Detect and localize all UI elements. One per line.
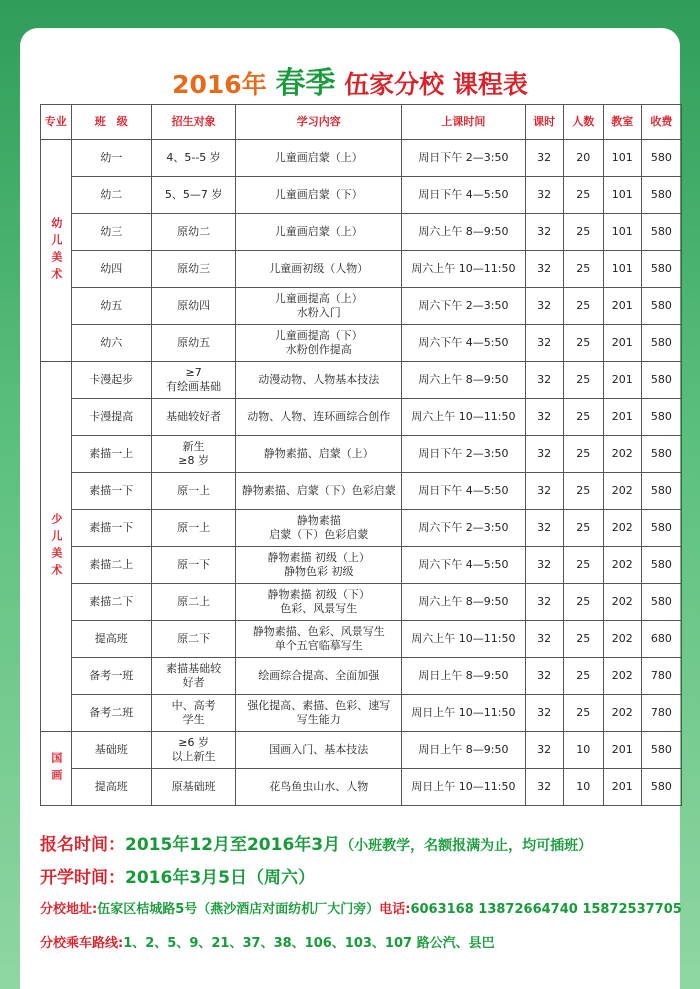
cell-hours: 32 bbox=[525, 177, 563, 214]
cell-time: 周日上午 10—11:50 bbox=[402, 695, 526, 732]
cell-hours: 32 bbox=[525, 621, 563, 658]
cell-time: 周六上午 10—11:50 bbox=[402, 621, 526, 658]
cell-time: 周日上午 8—9:50 bbox=[402, 732, 526, 769]
title-suffix: 课程表 bbox=[452, 70, 528, 99]
cell-target: 中、高考 学生 bbox=[151, 695, 235, 732]
table-row bbox=[41, 547, 682, 584]
cell-room: 201 bbox=[603, 288, 641, 325]
cell-hours: 32 bbox=[525, 695, 563, 732]
cell-fee: 580 bbox=[641, 732, 681, 769]
cell-room: 202 bbox=[603, 584, 641, 621]
cell-size: 25 bbox=[563, 584, 603, 621]
registration-label: 报名时间： bbox=[40, 835, 125, 855]
table-row bbox=[41, 140, 682, 177]
start-value: 2016年3月5日（周六） bbox=[125, 868, 315, 888]
bus-label: 分校乘车路线: bbox=[40, 936, 124, 951]
cell-time: 周日上午 8—9:50 bbox=[402, 658, 526, 695]
cell-room: 201 bbox=[603, 325, 641, 362]
cell-target: 原二下 bbox=[151, 621, 235, 658]
cell-content: 动漫动物、人物基本技法 bbox=[236, 362, 402, 399]
cell-cls: 素描一下 bbox=[71, 473, 151, 510]
cell-content: 绘画综合提高、全面加强 bbox=[236, 658, 402, 695]
cell-target: 原幼五 bbox=[151, 325, 235, 362]
cell-target: 新生 ≥8 岁 bbox=[151, 436, 235, 473]
header-fee: 收费 bbox=[641, 105, 681, 140]
cell-target: 原基础班 bbox=[151, 769, 235, 806]
cell-size: 25 bbox=[563, 473, 603, 510]
phone-value: 6063168 13872664740 15872537705 bbox=[410, 902, 682, 917]
cell-hours: 32 bbox=[525, 362, 563, 399]
header-target: 招生对象 bbox=[151, 105, 235, 140]
cell-size: 20 bbox=[563, 140, 603, 177]
cell-fee: 580 bbox=[641, 177, 681, 214]
cell-content: 静物素描、色彩、风景写生 单个五官临摹写生 bbox=[236, 621, 402, 658]
cell-room: 202 bbox=[603, 547, 641, 584]
cell-size: 25 bbox=[563, 621, 603, 658]
cell-room: 101 bbox=[603, 214, 641, 251]
cell-room: 101 bbox=[603, 251, 641, 288]
cell-target: 原幼二 bbox=[151, 214, 235, 251]
header-size: 人数 bbox=[563, 105, 603, 140]
table-row bbox=[41, 362, 682, 399]
cell-size: 10 bbox=[563, 732, 603, 769]
cell-size: 25 bbox=[563, 288, 603, 325]
cell-fee: 580 bbox=[641, 251, 681, 288]
course-table bbox=[40, 104, 682, 806]
cell-time: 周日下午 2—3:50 bbox=[402, 140, 526, 177]
cell-target: ≥6 岁 以上新生 bbox=[151, 732, 235, 769]
cell-target: 4、5--5 岁 bbox=[151, 140, 235, 177]
cell-fee: 780 bbox=[641, 658, 681, 695]
page-title bbox=[20, 58, 680, 102]
cell-time: 周日下午 4—5:50 bbox=[402, 177, 526, 214]
address-label: 分校地址: bbox=[40, 902, 98, 917]
table-row bbox=[41, 214, 682, 251]
cell-content: 儿童画启蒙（上） bbox=[236, 140, 402, 177]
cell-cls: 素描一上 bbox=[71, 436, 151, 473]
cell-room: 202 bbox=[603, 621, 641, 658]
cell-hours: 32 bbox=[525, 251, 563, 288]
cell-hours: 32 bbox=[525, 658, 563, 695]
table-row bbox=[41, 621, 682, 658]
cell-cls: 卡漫起步 bbox=[71, 362, 151, 399]
cell-room: 202 bbox=[603, 436, 641, 473]
cell-fee: 580 bbox=[641, 140, 681, 177]
category-cell: 国画 bbox=[41, 732, 72, 806]
cell-content: 静物素描、启蒙（上） bbox=[236, 436, 402, 473]
header-time: 上课时间 bbox=[402, 105, 526, 140]
cell-cls: 卡漫提高 bbox=[71, 399, 151, 436]
cell-fee: 780 bbox=[641, 695, 681, 732]
title-season: 春季 bbox=[275, 66, 336, 101]
cell-content: 儿童画启蒙（上） bbox=[236, 214, 402, 251]
table-row bbox=[41, 436, 682, 473]
cell-room: 202 bbox=[603, 695, 641, 732]
cell-time: 周六下午 4—5:50 bbox=[402, 547, 526, 584]
bus-value: 1、2、5、9、21、37、38、106、103、107 路公汽、县巴 bbox=[123, 936, 495, 951]
cell-hours: 32 bbox=[525, 325, 563, 362]
registration-value: 2015年12月至2016年3月 bbox=[125, 835, 341, 855]
cell-fee: 580 bbox=[641, 362, 681, 399]
cell-fee: 580 bbox=[641, 325, 681, 362]
cell-time: 周六下午 2—3:50 bbox=[402, 288, 526, 325]
cell-size: 25 bbox=[563, 325, 603, 362]
cell-size: 25 bbox=[563, 547, 603, 584]
table-row bbox=[41, 473, 682, 510]
header-major: 专业 bbox=[41, 105, 72, 140]
cell-room: 202 bbox=[603, 510, 641, 547]
cell-time: 周六上午 8—9:50 bbox=[402, 584, 526, 621]
cell-cls: 提高班 bbox=[71, 621, 151, 658]
cell-cls: 幼五 bbox=[71, 288, 151, 325]
cell-fee: 580 bbox=[641, 436, 681, 473]
cell-content: 国画入门、基本技法 bbox=[236, 732, 402, 769]
cell-size: 25 bbox=[563, 436, 603, 473]
cell-content: 动物、人物、连环画综合创作 bbox=[236, 399, 402, 436]
start-label: 开学时间： bbox=[40, 868, 125, 888]
header-content: 学习内容 bbox=[236, 105, 402, 140]
cell-hours: 32 bbox=[525, 547, 563, 584]
cell-target: 原二上 bbox=[151, 584, 235, 621]
address-line bbox=[40, 898, 682, 917]
title-branch: 伍家分校 bbox=[344, 70, 445, 99]
cell-target: 原一上 bbox=[151, 473, 235, 510]
cell-fee: 580 bbox=[641, 288, 681, 325]
cell-target: 素描基础较 好者 bbox=[151, 658, 235, 695]
cell-room: 101 bbox=[603, 140, 641, 177]
header-room: 教室 bbox=[603, 105, 641, 140]
cell-target: 原一上 bbox=[151, 510, 235, 547]
table-row bbox=[41, 399, 682, 436]
cell-size: 25 bbox=[563, 177, 603, 214]
table-header-row bbox=[41, 105, 682, 140]
schedule-card bbox=[20, 28, 680, 989]
cell-hours: 32 bbox=[525, 473, 563, 510]
cell-size: 25 bbox=[563, 362, 603, 399]
cell-content: 儿童画提高（下） 水粉创作提高 bbox=[236, 325, 402, 362]
cell-fee: 580 bbox=[641, 547, 681, 584]
cell-content: 静物素描 初级（上） 静物色彩 初级 bbox=[236, 547, 402, 584]
cell-fee: 580 bbox=[641, 214, 681, 251]
cell-room: 201 bbox=[603, 732, 641, 769]
cell-target: 基础较好者 bbox=[151, 399, 235, 436]
phone-label: 电话: bbox=[379, 902, 411, 917]
table-row bbox=[41, 695, 682, 732]
cell-cls: 素描一下 bbox=[71, 510, 151, 547]
cell-time: 周日下午 2—3:50 bbox=[402, 436, 526, 473]
cell-cls: 素描二下 bbox=[71, 584, 151, 621]
cell-target: 原幼三 bbox=[151, 251, 235, 288]
cell-size: 25 bbox=[563, 695, 603, 732]
cell-time: 周六下午 4—5:50 bbox=[402, 325, 526, 362]
table-row bbox=[41, 325, 682, 362]
cell-hours: 32 bbox=[525, 510, 563, 547]
cell-size: 25 bbox=[563, 214, 603, 251]
table-row bbox=[41, 584, 682, 621]
cell-hours: 32 bbox=[525, 288, 563, 325]
cell-time: 周六上午 8—9:50 bbox=[402, 362, 526, 399]
cell-cls: 素描二上 bbox=[71, 547, 151, 584]
cell-size: 25 bbox=[563, 510, 603, 547]
table-row bbox=[41, 769, 682, 806]
cell-time: 周六上午 10—11:50 bbox=[402, 251, 526, 288]
cell-size: 25 bbox=[563, 251, 603, 288]
cell-fee: 580 bbox=[641, 399, 681, 436]
cell-target: 5、5—7 岁 bbox=[151, 177, 235, 214]
cell-cls: 备考一班 bbox=[71, 658, 151, 695]
cell-size: 25 bbox=[563, 399, 603, 436]
cell-room: 201 bbox=[603, 399, 641, 436]
cell-content: 静物素描 启蒙（下）色彩启蒙 bbox=[236, 510, 402, 547]
bus-line bbox=[40, 932, 495, 951]
cell-hours: 32 bbox=[525, 732, 563, 769]
cell-fee: 580 bbox=[641, 769, 681, 806]
category-cell: 幼儿美术 bbox=[41, 140, 72, 362]
title-year: 2016年 bbox=[172, 70, 267, 99]
cell-cls: 提高班 bbox=[71, 769, 151, 806]
category-cell: 少儿美术 bbox=[41, 362, 72, 732]
address-value: 伍家区桔城路5号（燕沙酒店对面纺机厂大门旁） bbox=[97, 902, 380, 917]
cell-content: 儿童画初级（人物） bbox=[236, 251, 402, 288]
cell-hours: 32 bbox=[525, 769, 563, 806]
cell-fee: 680 bbox=[641, 621, 681, 658]
cell-time: 周六上午 10—11:50 bbox=[402, 399, 526, 436]
cell-room: 201 bbox=[603, 769, 641, 806]
table-row bbox=[41, 288, 682, 325]
cell-cls: 幼六 bbox=[71, 325, 151, 362]
cell-hours: 32 bbox=[525, 399, 563, 436]
registration-note: （小班教学，名额报满为止，均可插班） bbox=[340, 838, 593, 854]
cell-cls: 幼二 bbox=[71, 177, 151, 214]
table-row bbox=[41, 732, 682, 769]
cell-time: 周日下午 4—5:50 bbox=[402, 473, 526, 510]
cell-cls: 基础班 bbox=[71, 732, 151, 769]
header-class: 班 级 bbox=[71, 105, 151, 140]
cell-room: 101 bbox=[603, 177, 641, 214]
cell-target: 原一下 bbox=[151, 547, 235, 584]
cell-room: 201 bbox=[603, 362, 641, 399]
registration-line bbox=[40, 830, 592, 855]
table-body bbox=[41, 140, 682, 806]
cell-size: 10 bbox=[563, 769, 603, 806]
cell-cls: 备考二班 bbox=[71, 695, 151, 732]
start-line bbox=[40, 863, 315, 888]
cell-content: 花鸟鱼虫山水、人物 bbox=[236, 769, 402, 806]
cell-fee: 580 bbox=[641, 473, 681, 510]
cell-room: 202 bbox=[603, 473, 641, 510]
cell-hours: 32 bbox=[525, 140, 563, 177]
cell-hours: 32 bbox=[525, 214, 563, 251]
cell-size: 25 bbox=[563, 658, 603, 695]
table-row bbox=[41, 251, 682, 288]
table-row bbox=[41, 510, 682, 547]
cell-cls: 幼一 bbox=[71, 140, 151, 177]
cell-content: 儿童画启蒙（下） bbox=[236, 177, 402, 214]
cell-content: 强化提高、素描、色彩、速写 写生能力 bbox=[236, 695, 402, 732]
cell-content: 静物素描、启蒙（下）色彩启蒙 bbox=[236, 473, 402, 510]
cell-target: ≥7 有绘画基础 bbox=[151, 362, 235, 399]
cell-target: 原幼四 bbox=[151, 288, 235, 325]
table-row bbox=[41, 658, 682, 695]
header-hours: 课时 bbox=[525, 105, 563, 140]
cell-cls: 幼四 bbox=[71, 251, 151, 288]
cell-time: 周六下午 2—3:50 bbox=[402, 510, 526, 547]
cell-fee: 580 bbox=[641, 510, 681, 547]
cell-hours: 32 bbox=[525, 584, 563, 621]
cell-room: 202 bbox=[603, 658, 641, 695]
table-row bbox=[41, 177, 682, 214]
cell-time: 周六上午 8—9:50 bbox=[402, 214, 526, 251]
cell-time: 周日上午 10—11:50 bbox=[402, 769, 526, 806]
cell-content: 儿童画提高（上） 水粉入门 bbox=[236, 288, 402, 325]
cell-hours: 32 bbox=[525, 436, 563, 473]
cell-content: 静物素描 初级（下） 色彩、风景写生 bbox=[236, 584, 402, 621]
cell-fee: 580 bbox=[641, 584, 681, 621]
cell-cls: 幼三 bbox=[71, 214, 151, 251]
